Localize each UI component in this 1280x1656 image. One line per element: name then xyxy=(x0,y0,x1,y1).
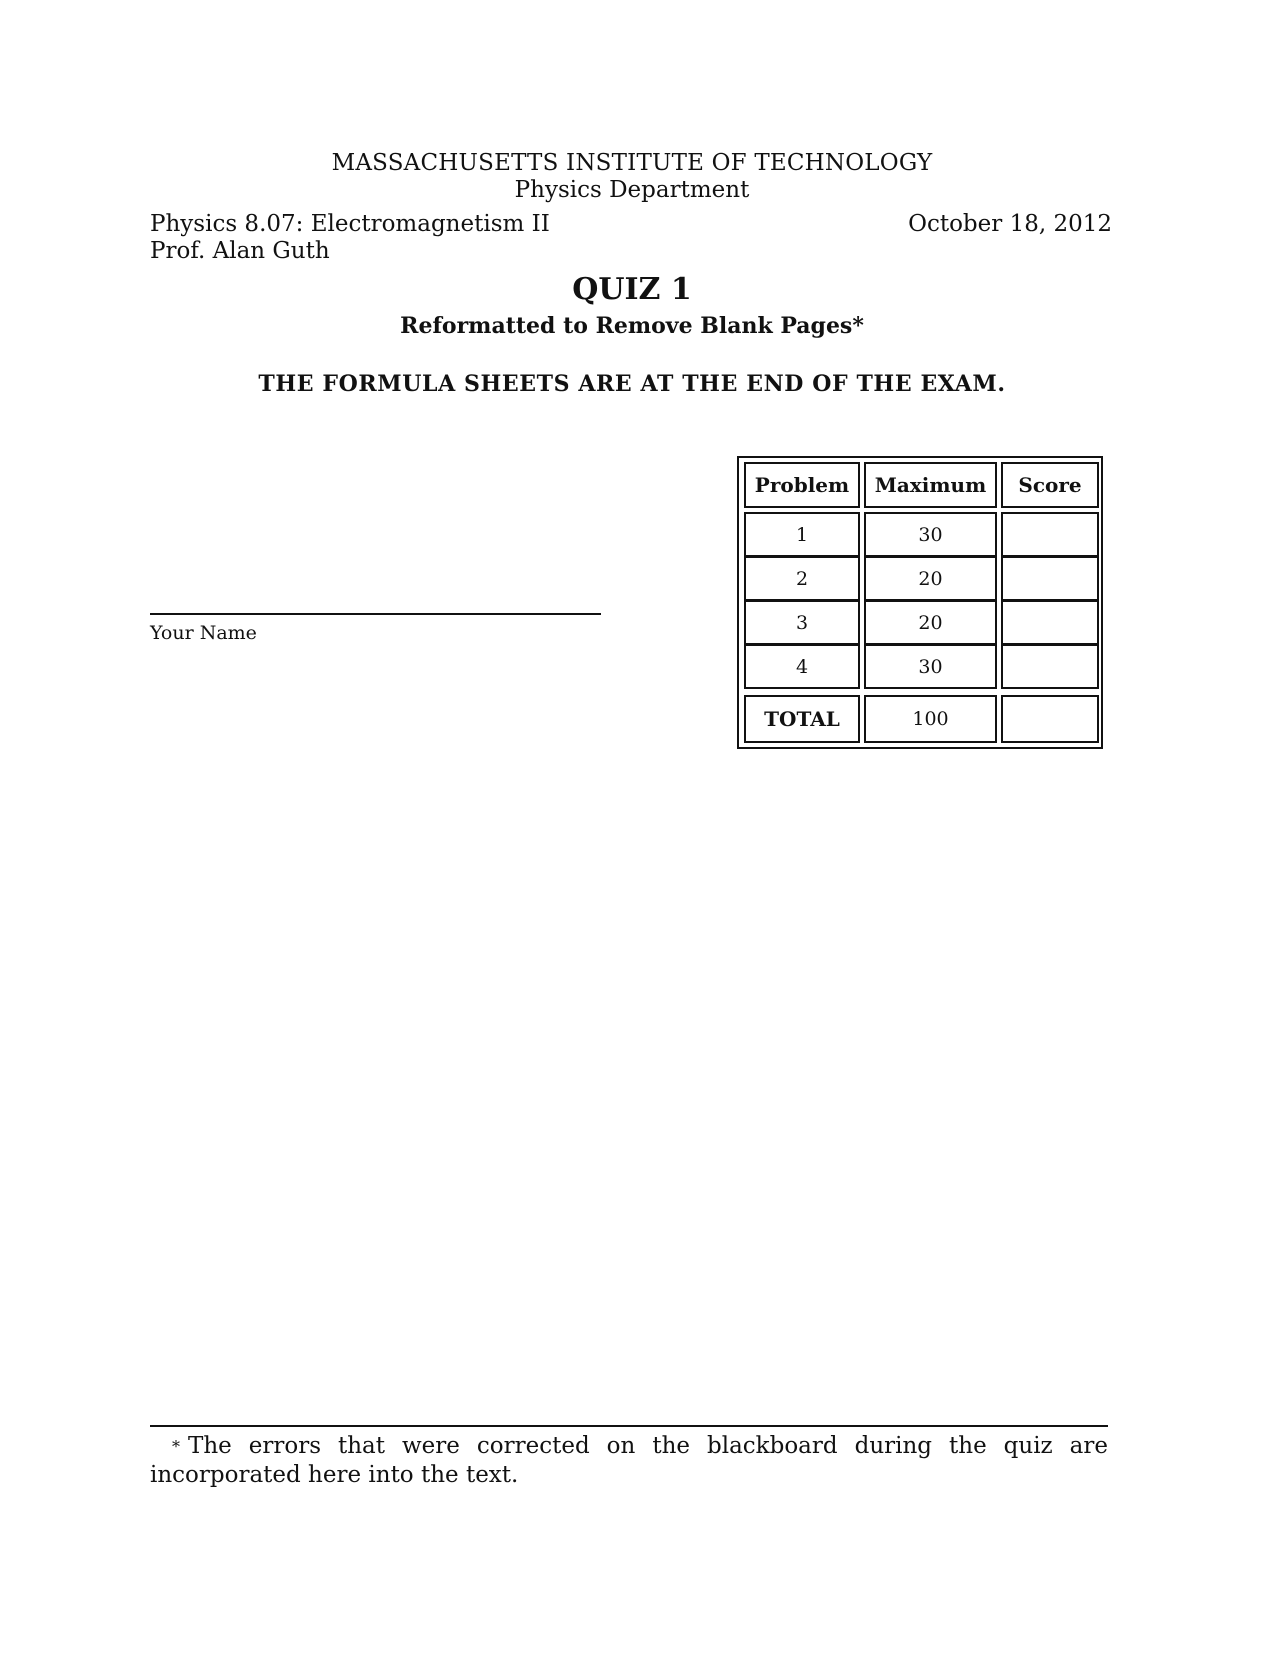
quiz-subtitle: Reformatted to Remove Blank Pages* xyxy=(400,313,864,339)
maximum-points-cell: 20 xyxy=(864,556,997,601)
professor-name: Prof. Alan Guth xyxy=(150,238,330,264)
problem-number-cell: 1 xyxy=(744,512,860,557)
name-field-label: Your Name xyxy=(150,622,257,644)
formula-sheet-note: THE FORMULA SHEETS ARE AT THE END OF THE EXAM. xyxy=(258,371,1006,397)
maximum-points-cell: 30 xyxy=(864,644,997,689)
score-table xyxy=(737,456,1103,749)
score-cell[interactable] xyxy=(1001,512,1099,557)
footnote-mark: * xyxy=(172,1437,180,1456)
score-cell[interactable] xyxy=(1001,556,1099,601)
table-header-maximum: Maximum xyxy=(864,462,997,508)
footnote xyxy=(150,1432,1108,1490)
problem-number-cell: 2 xyxy=(744,556,860,601)
course-title: Physics 8.07: Electromagnetism II xyxy=(150,211,550,237)
problem-number-cell: 4 xyxy=(744,644,860,689)
institution-name: MASSACHUSETTS INSTITUTE OF TECHNOLOGY xyxy=(331,150,933,176)
maximum-points-cell: 20 xyxy=(864,600,997,645)
footnote-text: The errors that were corrected on the blackboard during the quiz are incorporated here into the text. xyxy=(150,1433,1108,1488)
total-maximum-cell: 100 xyxy=(864,695,997,743)
department-name: Physics Department xyxy=(514,177,750,203)
table-header-score: Score xyxy=(1001,462,1099,508)
maximum-points-cell: 30 xyxy=(864,512,997,557)
footnote-divider xyxy=(150,1425,1108,1427)
exam-date: October 18, 2012 xyxy=(908,211,1112,237)
table-header-problem: Problem xyxy=(744,462,860,508)
quiz-title: QUIZ 1 xyxy=(572,272,692,307)
problem-number-cell: 3 xyxy=(744,600,860,645)
total-score-cell[interactable] xyxy=(1001,695,1099,743)
score-cell[interactable] xyxy=(1001,600,1099,645)
total-label-cell: TOTAL xyxy=(744,695,860,743)
score-cell[interactable] xyxy=(1001,644,1099,689)
name-input-line[interactable] xyxy=(150,613,601,615)
